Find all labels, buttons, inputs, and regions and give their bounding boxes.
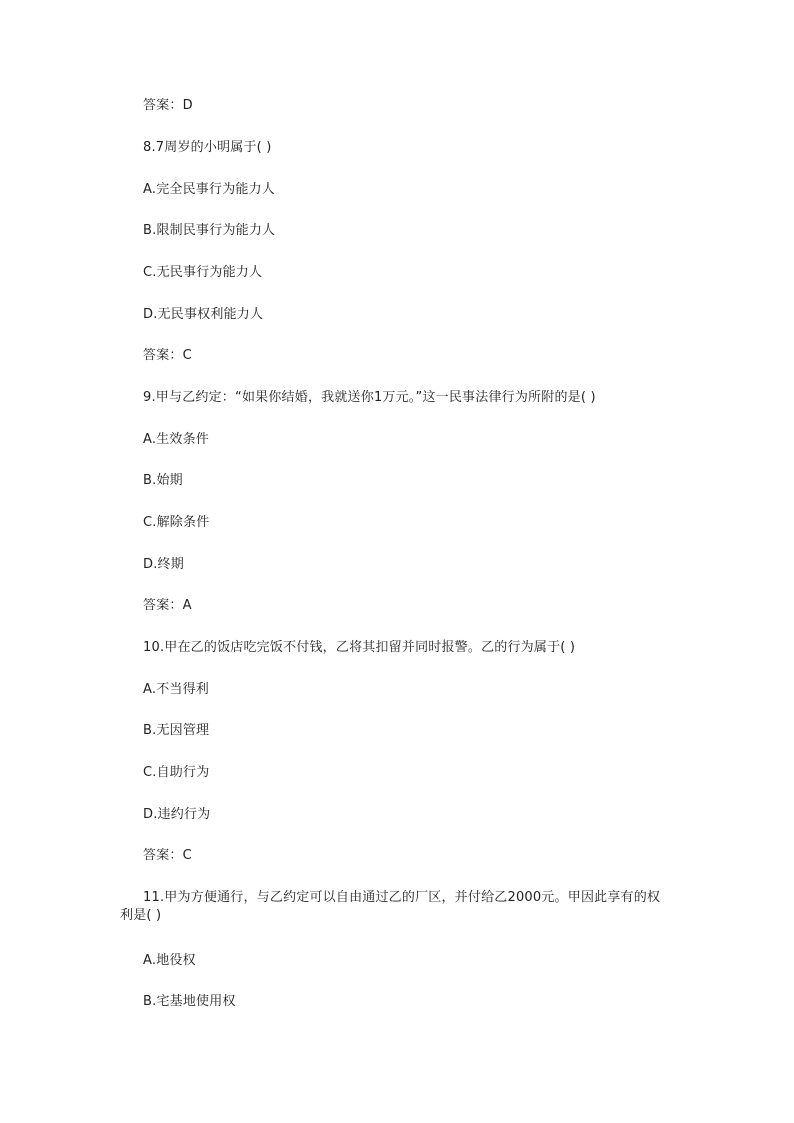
option-b: B.宅基地使用权 <box>143 994 236 1009</box>
option-b: B.始期 <box>143 473 183 488</box>
option-d: D.无民事权利能力人 <box>143 307 264 322</box>
option-a: A.地役权 <box>143 953 196 968</box>
answer-line: 答案：C <box>143 348 192 363</box>
option-b: B.无因管理 <box>143 723 210 738</box>
answer-line: 答案：C <box>143 848 192 863</box>
question-10: 10.甲在乙的饭店吃完饭不付钱，乙将其扣留并同时报警。乙的行为属于( ) <box>143 640 576 655</box>
option-c: C.自助行为 <box>143 765 210 780</box>
option-c: C.解除条件 <box>143 515 210 530</box>
question-8: 8.7周岁的小明属于( ) <box>143 140 272 155</box>
option-d: D.终期 <box>143 557 184 572</box>
option-a: A.生效条件 <box>143 432 209 447</box>
answer-line: 答案：D <box>143 98 193 113</box>
question-11: 11.甲为方便通行，与乙约定可以自由通过乙的厂区，并付给乙2000元。甲因此享有的权利是( ) <box>120 890 661 923</box>
question-9: 9.甲与乙约定：“如果你结婚，我就送你1万元。”这一民事法律行为所附的是( ) <box>143 390 596 405</box>
answer-line: 答案：A <box>143 598 192 613</box>
option-d: D.违约行为 <box>143 807 211 822</box>
option-a: A.不当得利 <box>143 682 209 697</box>
option-b: B.限制民事行为能力人 <box>143 223 276 238</box>
option-a: A.完全民事行为能力人 <box>143 182 275 197</box>
option-c: C.无民事行为能力人 <box>143 265 263 280</box>
